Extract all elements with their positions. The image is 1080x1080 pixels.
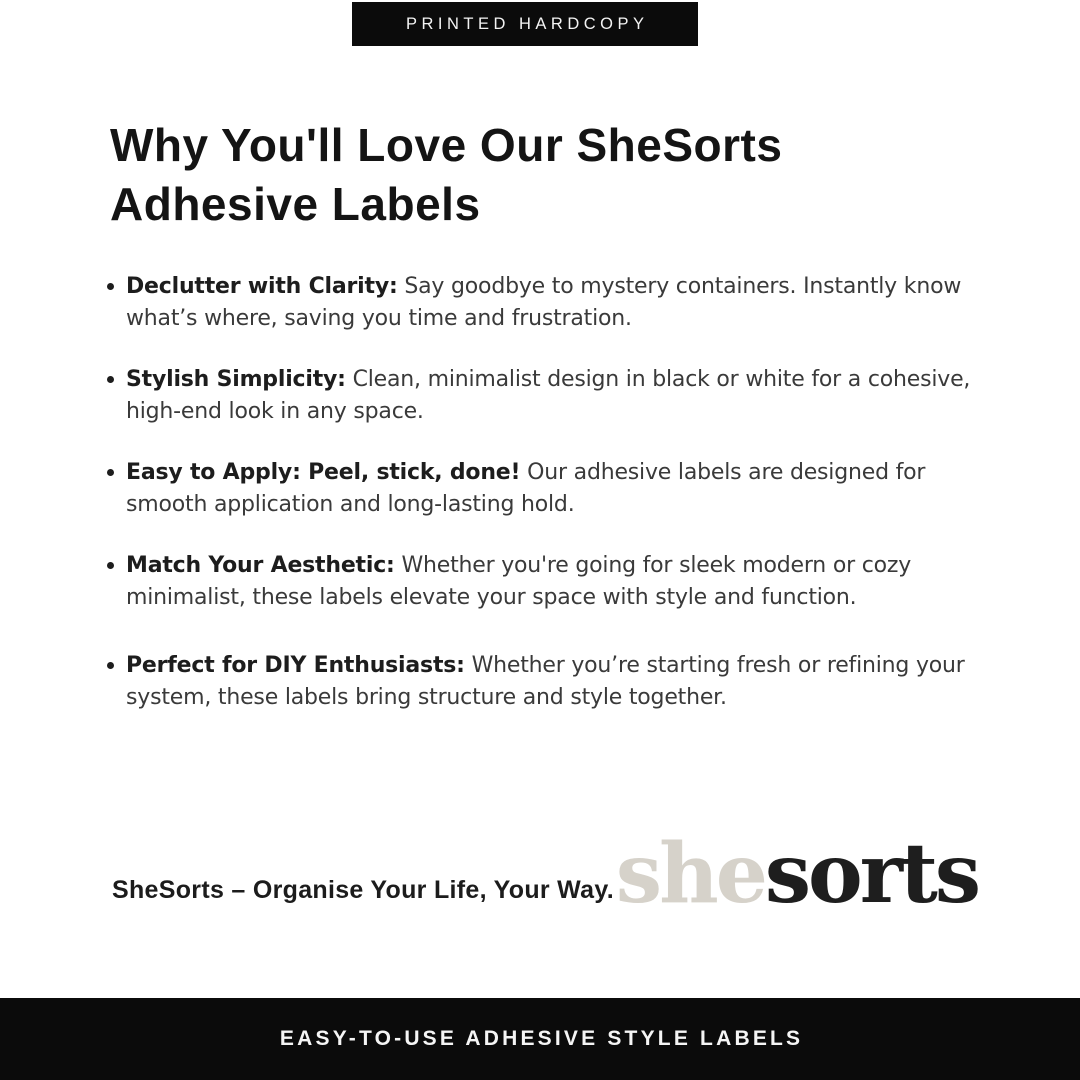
- brand-tagline: SheSorts – Organise Your Life, Your Way.: [112, 876, 614, 904]
- list-item: [107, 650, 1012, 713]
- list-item: [107, 364, 1012, 427]
- list-item-text: Whether you’re starting fresh or refining your system, these labels bring structure and style together.: [126, 653, 965, 710]
- list-item: [107, 457, 1012, 520]
- bottom-banner: [0, 998, 1080, 1080]
- list-item: [107, 550, 1012, 613]
- printed-hardcopy-badge: [352, 2, 698, 46]
- list-item-text: Our adhesive labels are designed for smooth application and long-lasting hold.: [126, 460, 926, 517]
- printed-hardcopy-badge-label: PRINTED HARDCOPY: [405, 14, 649, 33]
- benefits-list: [107, 271, 1012, 743]
- list-item-lead: Match Your Aesthetic:: [126, 553, 395, 578]
- shesorts-logo: [615, 826, 978, 922]
- list-item-text: Clean, minimalist design in black or white for a cohesive, high-end look in any space.: [126, 367, 971, 424]
- list-item-lead: Perfect for DIY Enthusiasts:: [126, 653, 465, 678]
- list-item-lead: Easy to Apply: Peel, stick, done!: [126, 460, 521, 485]
- logo-part-sorts: sorts: [764, 826, 978, 922]
- list-item-lead: Stylish Simplicity:: [126, 367, 346, 392]
- bottom-banner-label: EASY-TO-USE ADHESIVE STYLE LABELS: [279, 1027, 804, 1050]
- list-item-text: Say goodbye to mystery containers. Instantly know what’s where, saving you time and frustration.: [126, 274, 962, 331]
- list-item-lead: Declutter with Clarity:: [126, 274, 398, 299]
- page-title: Why You'll Love Our SheSorts Adhesive Labels: [110, 119, 783, 230]
- list-item-text: Whether you're going for sleek modern or cozy minimalist, these labels elevate your space with style and function.: [126, 553, 912, 610]
- logo-part-she: she: [615, 826, 765, 922]
- list-item: [107, 271, 1012, 334]
